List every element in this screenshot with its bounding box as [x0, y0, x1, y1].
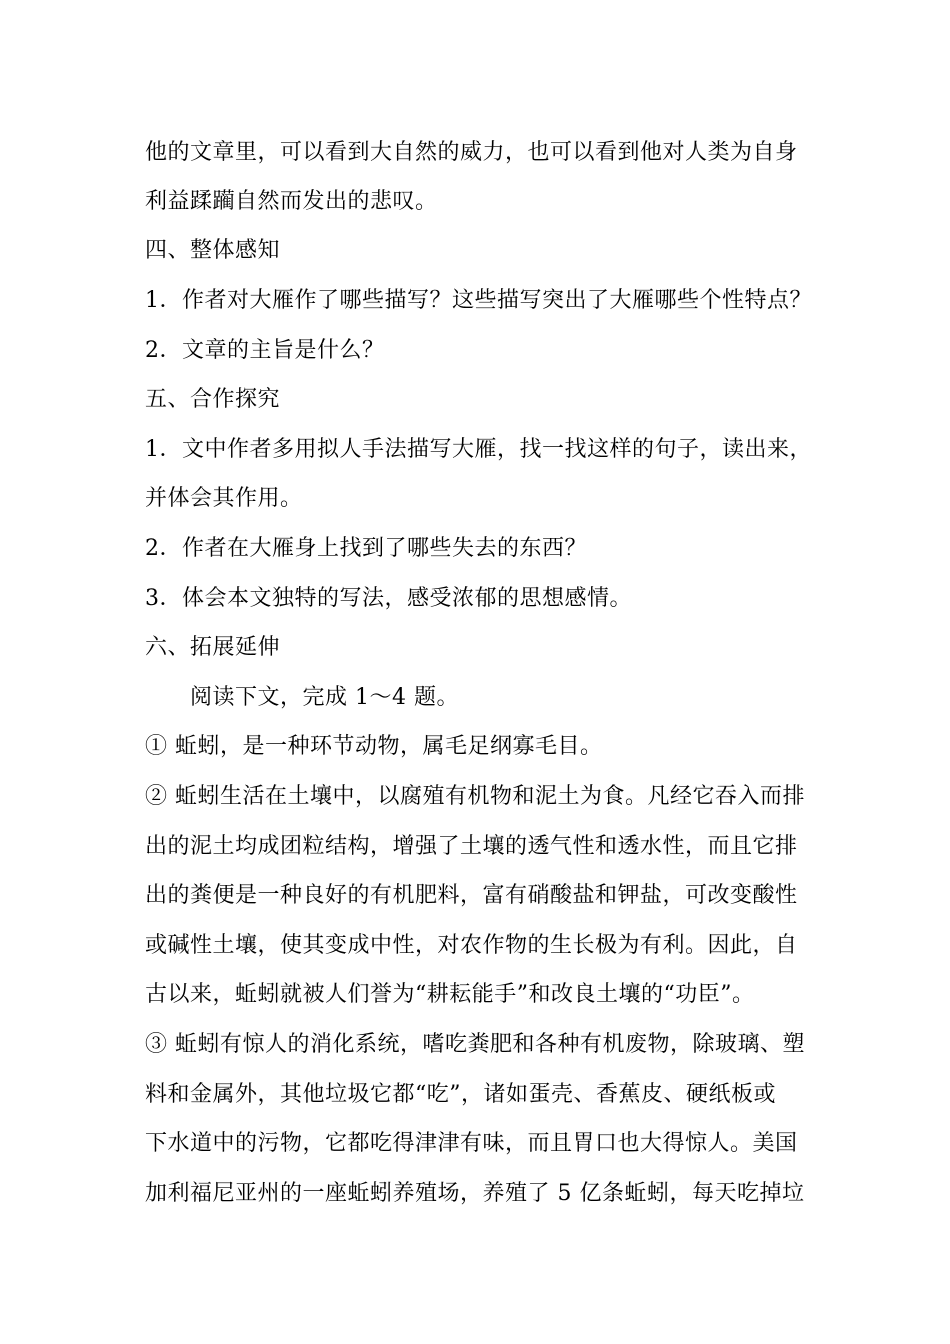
question-item: 1．文中作者多用拟人手法描写大雁，找一找这样的句子，读出来，	[145, 437, 812, 462]
section-heading: 四、整体感知	[145, 238, 281, 263]
text-line: 他的文章里，可以看到大自然的威力，也可以看到他对人类为自身	[145, 140, 798, 165]
paragraph-line: 或碱性土壤，使其变成中性，对农作物的生长极为有利。因此，自	[145, 933, 798, 958]
section-heading: 五、合作探究	[145, 387, 281, 412]
text-line: 并体会其作用。	[145, 486, 303, 511]
paragraph-line: 下水道中的污物，它都吃得津津有味，而且胃口也大得惊人。美国	[145, 1131, 798, 1156]
question-item: 3．体会本文独特的写法，感受浓郁的思想感情。	[145, 586, 632, 611]
paragraph-line: 出的粪便是一种良好的有机肥料，富有硝酸盐和钾盐，可改变酸性	[145, 883, 798, 908]
paragraph-line: ① 蚯蚓，是一种环节动物，属毛足纲寡毛目。	[145, 734, 603, 759]
question-item: 1．作者对大雁作了哪些描写？这些描写突出了大雁哪些个性特点？	[145, 288, 812, 313]
text-line: 利益蹂躏自然而发出的悲叹。	[145, 189, 438, 214]
paragraph-line: 古以来，蚯蚓就被人们誉为“耕耘能手”和改良土壤的“功臣”。	[145, 982, 755, 1007]
paragraph-line: ③ 蚯蚓有惊人的消化系统，嗜吃粪肥和各种有机废物，除玻璃、塑	[145, 1032, 805, 1057]
paragraph-line: ② 蚯蚓生活在土壤中，以腐殖有机物和泥土为食。凡经它吞入而排	[145, 784, 805, 809]
question-item: 2．作者在大雁身上找到了哪些失去的东西？	[145, 536, 587, 561]
section-heading: 六、拓展延伸	[145, 635, 281, 660]
paragraph-line: 料和金属外，其他垃圾它都“吃”，诸如蛋壳、香蕉皮、硬纸板或	[145, 1082, 776, 1107]
question-item: 2．文章的主旨是什么？	[145, 338, 385, 363]
paragraph-line: 加利福尼亚州的一座蚯蚓养殖场，养殖了 5 亿条蚯蚓，每天吃掉垃	[145, 1181, 805, 1206]
paragraph-line: 出的泥土均成团粒结构，增强了土壤的透气性和透水性，而且它排	[145, 834, 798, 859]
instruction-line: 阅读下文，完成 1～4 题。	[190, 685, 459, 710]
